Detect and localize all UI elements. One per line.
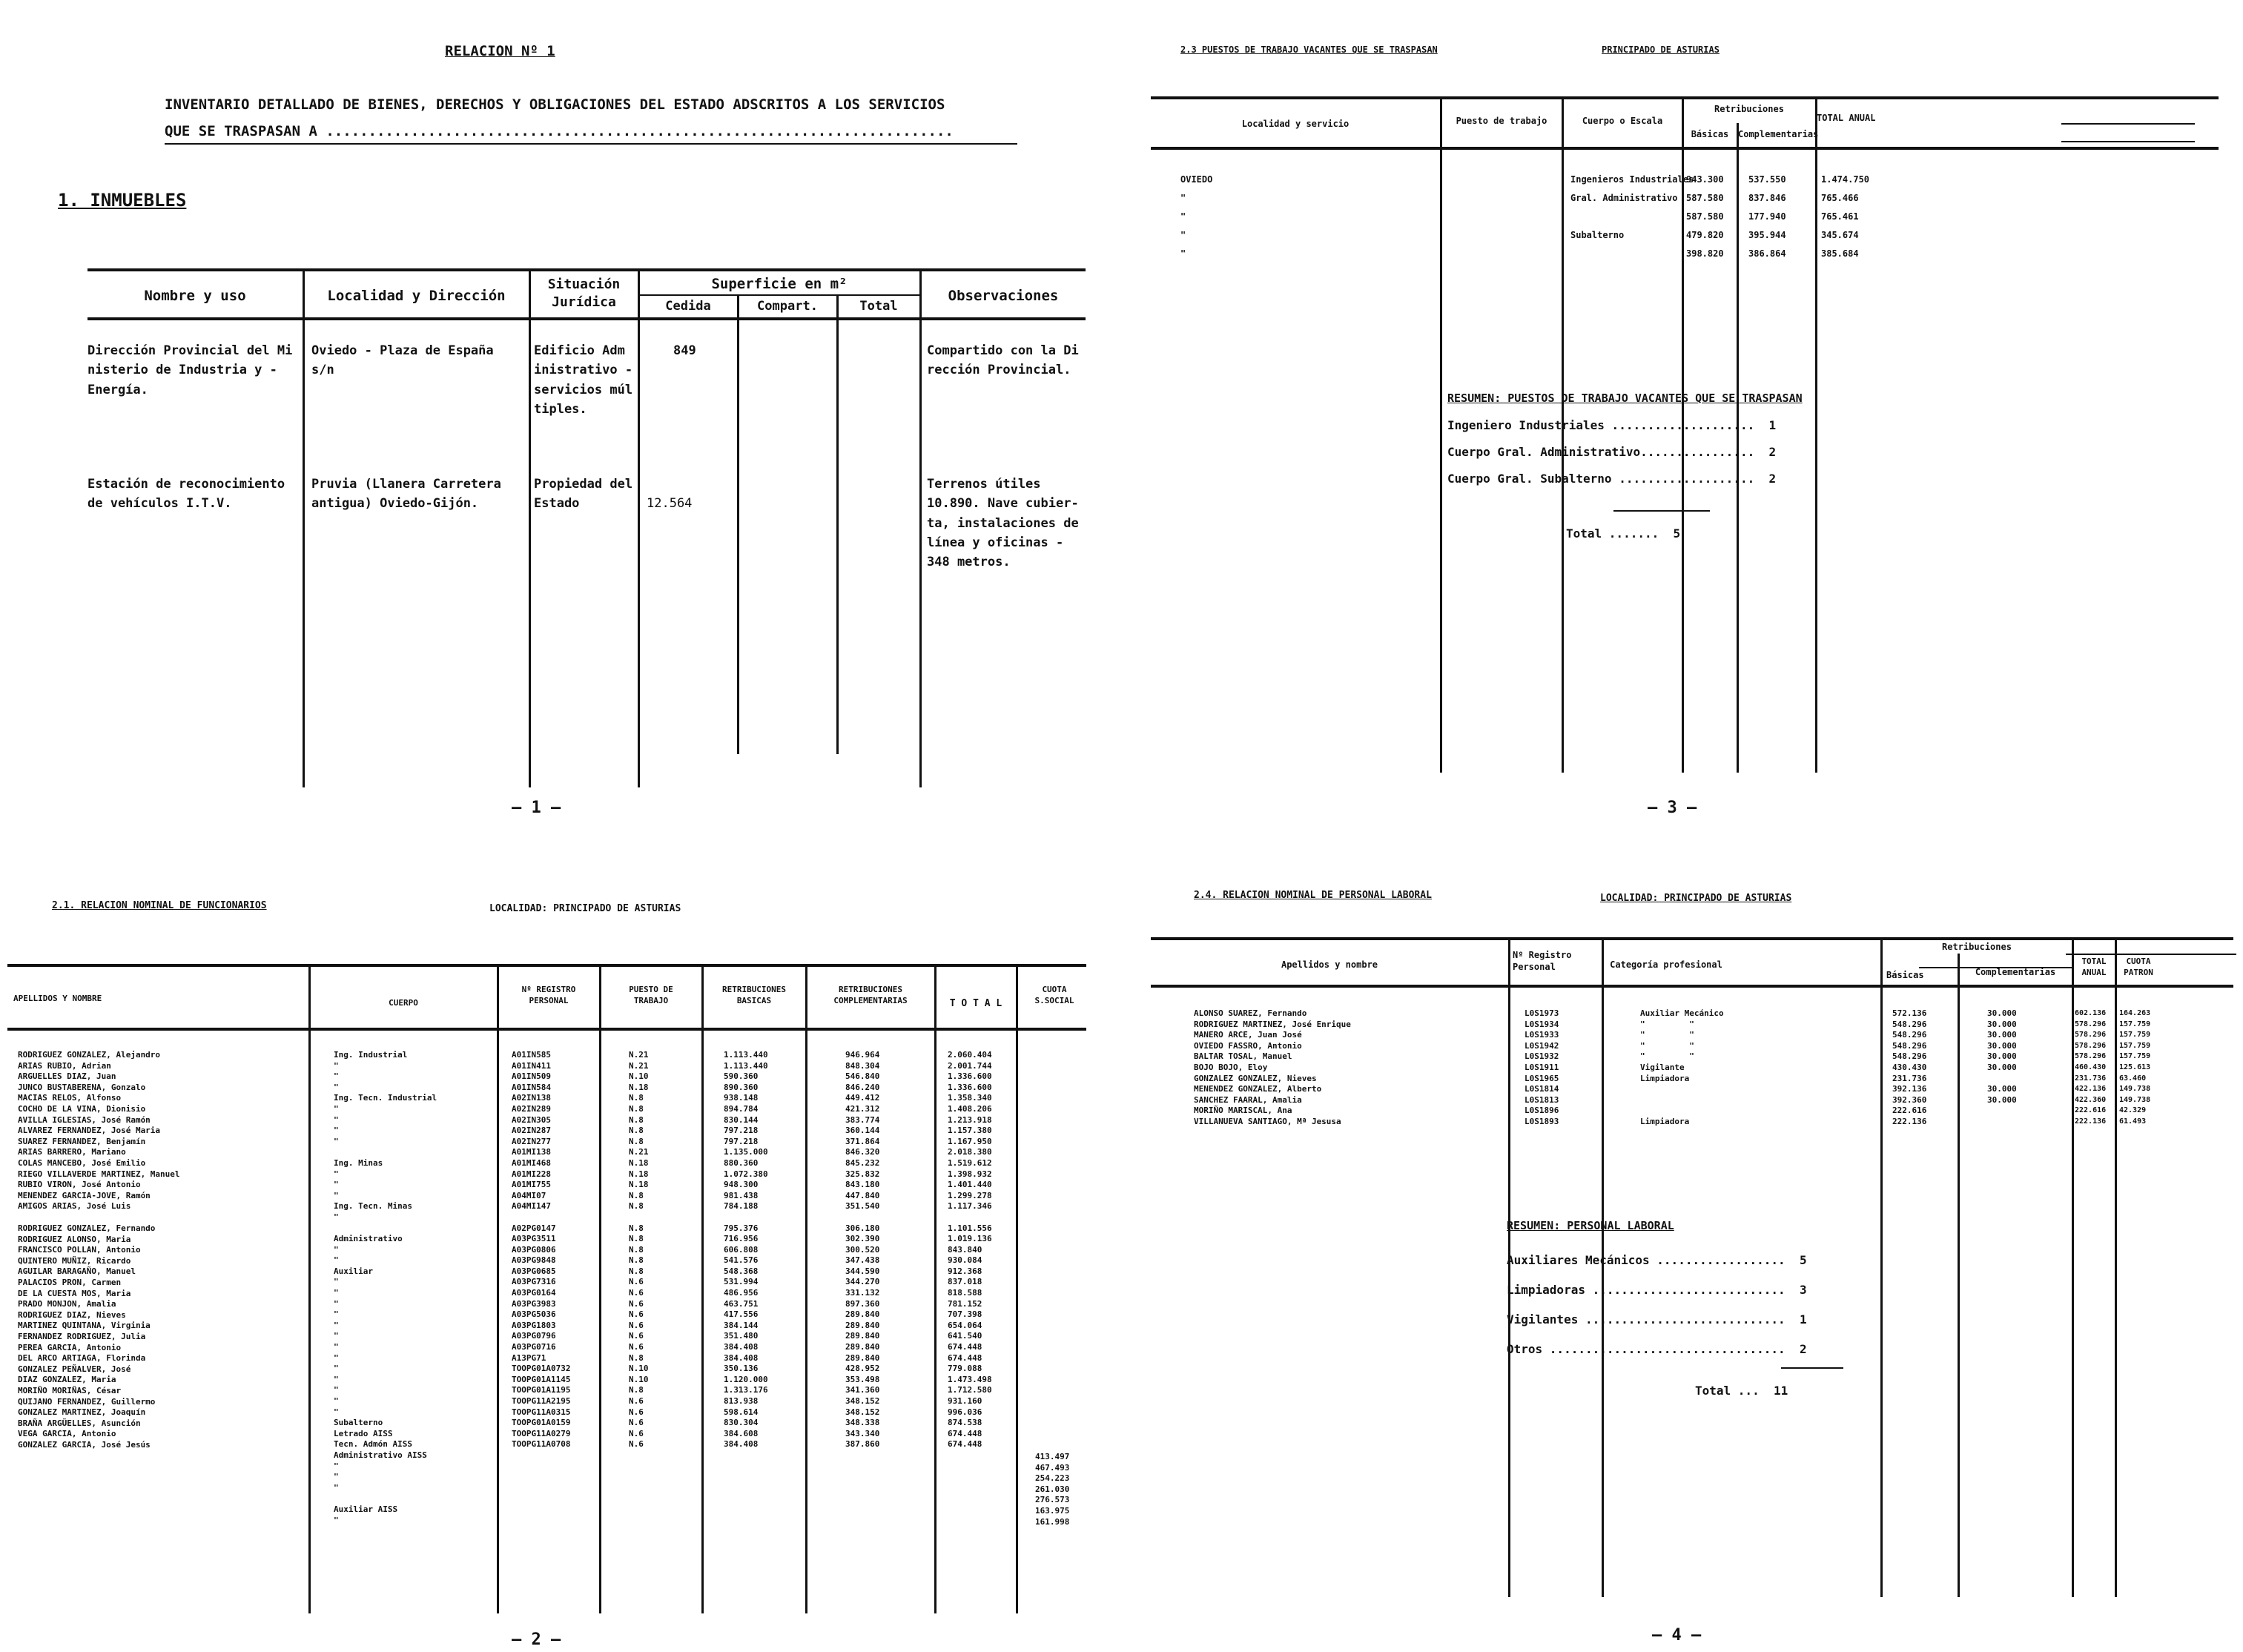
p4-header-complementarias: Complementarias: [1975, 967, 2056, 977]
header-cedida: Cedida: [665, 299, 711, 314]
page1-subtitle-line2: QUE SE TRASPASAN A ..........................................................................: [165, 123, 954, 139]
page-1: [0, 0, 1121, 826]
row2-nombre: Estación de reconocimiento de vehículos I.T.V.: [87, 477, 285, 512]
header-situacion: Situación Jurídica: [547, 277, 621, 311]
p4-registro-col: L0S1973 L0S1934 L0S1933 L0S1942 L0S1932 L0S1911 L0S1965 L0S1814 L0S1813 L0S1896 L0S1893: [1524, 1008, 1559, 1126]
p4-basicas-col: 572.136 548.296 548.296 548.296 548.296 430.430 231.736 392.136 392.360 222.616 222.136: [1892, 1008, 1927, 1126]
p4-resumen-lines: Auxiliares Mecánicos .................. 5 Limpiadoras ........................... 3 Vigilantes ............................ 1 Otros ................................. 2: [1507, 1253, 1807, 1356]
p2-header-apellidos: APELLIDOS Y NOMBRE: [13, 994, 102, 1003]
header-total: Total: [859, 299, 898, 314]
p4-apellidos-col: ALONSO SUAREZ, Fernando RODRIGUEZ MARTINEZ, José Enrique MANERO ARCE, Juan José OVIEDO FASSRO, Antonio BALTAR TOSAL, Manuel BOJO BOJO, Eloy GONZALEZ GONZALEZ, Nieves MENENDEZ GONZALEZ, Alberto SANCHEZ FAARAL, Amalia MORIÑO MARISCAL, Ana VILLANUEVA SANTIAGO, Mª Jesusa: [1194, 1008, 1351, 1126]
header-localidad: Localidad y Dirección: [327, 288, 506, 304]
header-superficie: Superficie en m²: [711, 276, 848, 292]
page4-region: LOCALIDAD: PRINCIPADO DE ASTURIAS: [1600, 893, 1792, 904]
page4-number: — 4 —: [1652, 1626, 1702, 1645]
p2-header-puesto: PUESTO DE TRABAJO: [629, 985, 673, 1005]
p2-cuota-block: 413.497 467.493 254.223 261.030 276.573 163.975 161.998: [1035, 1452, 1070, 1527]
p3-complementarias-col: 537.550 837.846 177.940 395.944 386.864: [1748, 174, 1786, 259]
page-2: [0, 826, 1121, 1652]
p4-header-apellidos: Apellidos y nombre: [1281, 959, 1378, 970]
p4-categoria-col: Auxiliar Mecánico " " " " " " " " Vigilante Limpiadora Limpiadora: [1640, 1008, 1724, 1126]
p3-total-col: 1.474.750 765.466 765.461 345.674 385.684: [1821, 174, 1870, 259]
page2-number: — 2 —: [512, 1630, 561, 1649]
p3-header-retribuciones: Retribuciones: [1714, 104, 1784, 114]
page3-number: — 3 —: [1648, 799, 1697, 817]
p3-header-puesto: Puesto de trabajo: [1456, 116, 1547, 126]
section-heading: 1. INMUEBLES: [58, 190, 187, 211]
p2-header-registro: Nº REGISTRO PERSONAL: [521, 985, 576, 1005]
p3-basicas-col: 943.300 587.580 587.580 479.820 398.820: [1686, 174, 1724, 259]
p2-basicas-block: 1.113.440 1.113.440 590.360 890.360 938.148 894.784 830.144 797.218 797.218 1.135.000 880.360 1.072.380 948.300 981.438 784.188 795.376 716.956 606.808 541.576 548.368 531.994 486.956 463.751 417.556 384.144 351.480 384.408 384.408 350.136 1.120.000 1.313.176 813.938 598.614 830.304 384.608 384.408: [724, 1050, 768, 1450]
p4-resumen-title: RESUMEN: PERSONAL LABORAL: [1507, 1219, 1674, 1232]
header-observaciones: Observaciones: [948, 288, 1059, 304]
p4-resumen-total: Total ... 11: [1695, 1384, 1788, 1398]
p2-apellidos-block1: RODRIGUEZ GONZALEZ, Alejandro ARIAS RUBIO, Adrian ARGUELLES DIAZ, Juan JUNCO BUSTABERENA, Gonzalo MACIAS RELOS, Alfonso COCHO DE LA VINA, Dionisio AVILLA IGLESIAS, José Ramón ALVAREZ FERNANDEZ, José Maria SUAREZ FERNANDEZ, Benjamín ARIAS BARRERO, Mariano COLAS MANCEBO, José Emilio RIEGO VILLAVERDE MARTINEZ, Manuel RUBIO VIRON, José Antonio MENENDEZ GARCIA-JOVE, Ramón AMIGOS ARIAS, José Luis: [18, 1050, 180, 1212]
p4-header-retribuciones: Retribuciones: [1942, 942, 2012, 952]
p3-localidad-col: OVIEDO " " " ": [1180, 174, 1213, 259]
p4-header-total: TOTAL ANUAL: [2081, 956, 2107, 977]
p3-resumen-lines: Ingeniero Industriales .................... 1 Cuerpo Gral. Administrativo................ 2 Cuerpo Gral. Subalterno ................... 2: [1447, 418, 1777, 486]
p4-header-cuota: CUOTA PATRON: [2124, 956, 2153, 977]
p2-registro-block: A01IN585 A01IN411 A01IN509 A01IN584 A02IN138 A02IN289 A02IN305 A02IN287 A02IN277 A01MI138 A01MI468 A01MI228 A01MI755 A04MI07 A04MI147 A02PG0147 A03PG3511 A03PG0806 A03PG9848 A03PG0685 A03PG7316 A03PG0164 A03PG3983 A03PG5036 A03PG1803 A03PG0796 A03PG0716 A13PG71 TOOPG01A0732 TOOPG01A1145 TOOPG01A1195 TOOPG11A2195 TOOPG11A0315 TOOPG01A0159 TOOPG11A0279 TOOPG11A0708: [512, 1050, 571, 1450]
page-4: [1121, 826, 2243, 1652]
row1-situacion: Edificio Adm inistrativo - servicios múl tiples.: [534, 343, 633, 417]
p2-complementarias-block: 946.964 848.304 546.840 846.240 449.412 421.312 383.774 360.144 371.864 846.320 845.232 325.832 843.180 447.840 351.540 306.180 302.390 300.520 347.438 344.590 344.270 331.132 897.360 289.840 289.840 289.840 289.840 289.840 428.952 353.498 341.360 348.152 348.152 348.338 343.340 387.860: [845, 1050, 880, 1450]
p4-complementarias-col: 30.000 30.000 30.000 30.000 30.000 30.000 30.000 30.000: [1987, 1008, 2017, 1105]
p2-header-total: T O T A L: [949, 998, 1002, 1009]
page4-title: 2.4. RELACION NOMINAL DE PERSONAL LABORAL: [1194, 890, 1432, 901]
p2-puesto-block: N.21 N.21 N.10 N.18 N.8 N.8 N.8 N.8 N.8 N.21 N.18 N.18 N.18 N.8 N.8 N.8 N.8 N.8 N.8 N.8 N.6 N.6 N.6 N.6 N.6 N.6 N.6 N.8 N.10 N.10 N.8 N.6 N.6 N.6 N.6 N.6: [629, 1050, 649, 1450]
p2-apellidos-block2: RODRIGUEZ GONZALEZ, Fernando RODRIGUEZ ALONSO, Maria FRANCISCO POLLAN, Antonio QUINTERO MUÑIZ, Ricardo AGUILAR BARAGAÑO, Manuel PALACIOS PRON, Carmen DE LA CUESTA MOS, Maria PRADO MONJON, Amalia RODRIGUEZ DIAZ, Nieves MARTINEZ QUINTANA, Virginia FERNANDEZ RODRIGUEZ, Julia PEREA GARCIA, Antonio DEL ARCO ARTIAGA, Florinda GONZALEZ PEÑALVER, José DIAZ GONZALEZ, Maria MORIÑO MORIÑAS, César QUIJANO FERNANDEZ, Guillermo GONZALEZ MARTINEZ, Joaquín BRAÑA ARGÜELLES, Asunción VEGA GARCIA, Antonio GONZALEZ GARCIA, José Jesús: [18, 1223, 156, 1450]
header-nombre: Nombre y uso: [144, 288, 246, 304]
page3-title: 2.3 PUESTOS DE TRABAJO VACANTES QUE SE TRASPASAN: [1180, 44, 1438, 55]
p3-header-localidad: Localidad y servicio: [1241, 119, 1350, 129]
row1-cedida: 849: [673, 343, 696, 358]
page1-title: RELACION Nº 1: [445, 43, 555, 59]
page-3: [1121, 0, 2243, 826]
p2-header-complementarias: RETRIBUCIONES COMPLEMENTARIAS: [833, 985, 908, 1005]
p2-total-block: 2.060.404 2.001.744 1.336.600 1.336.600 1.358.340 1.408.206 1.213.918 1.157.380 1.167.950 2.018.380 1.519.612 1.398.932 1.401.440 1.299.278 1.117.346 1.101.556 1.019.136 843.840 930.084 912.368 837.018 818.588 781.152 707.398 654.064 641.540 674.448 674.448 779.088 1.473.498 1.712.580 931.160 996.036 874.538 674.448 674.448: [948, 1050, 992, 1450]
page1-subtitle-line1: INVENTARIO DETALLADO DE BIENES, DERECHOS Y OBLIGACIONES DEL ESTADO ADSCRITOS A LOS SERVICIOS: [165, 96, 945, 113]
p3-resumen-total: Total ....... 5: [1566, 526, 1681, 541]
p3-resumen-title: RESUMEN: PUESTOS DE TRABAJO VACANTES QUE SE TRASPASAN: [1447, 391, 1803, 405]
row2-observaciones: Terrenos útiles 10.890. Nave cubier- ta, instalaciones de línea y oficinas - 348 metros.: [927, 477, 1079, 570]
p2-header-cuota: CUOTA S.SOCIAL: [1034, 985, 1074, 1005]
p4-header-registro: Nº Registro Personal: [1513, 950, 1572, 973]
row1-nombre: Dirección Provincial del Mi nisterio de Industria y - Energía.: [87, 343, 293, 397]
row1-localidad: Oviedo - Plaza de España s/n: [311, 343, 494, 378]
p4-header-basicas: Básicas: [1886, 970, 1924, 980]
row1-observaciones: Compartido con la Di rección Provincial.: [927, 343, 1079, 378]
row2-situacion: Propiedad del Estado: [534, 477, 633, 512]
page3-region: PRINCIPADO DE ASTURIAS: [1602, 44, 1720, 55]
p3-header-total: TOTAL ANUAL: [1817, 113, 1876, 123]
p2-header-basicas: RETRIBUCIONES BASICAS: [721, 985, 787, 1005]
p2-header-cuerpo: CUERPO: [389, 998, 418, 1008]
p4-cuota-col: 164.263 157.759 157.759 157.759 157.759 125.613 63.460 149.738 149.738 42.329 61.493: [2119, 1009, 2151, 1126]
header-compart: Compart.: [757, 299, 818, 314]
p3-header-cuerpo: Cuerpo o Escala: [1582, 116, 1663, 126]
p3-header-basicas: Básicas: [1691, 129, 1729, 139]
p4-header-categoria: Categoría profesional: [1610, 959, 1722, 970]
page2-title: 2.1. RELACION NOMINAL DE FUNCIONARIOS: [52, 900, 267, 911]
row2-localidad: Pruvia (Llanera Carretera antigua) Oviedo-Gijón.: [311, 477, 501, 512]
p3-header-complementarias: Complementarias: [1738, 129, 1819, 139]
p2-cuerpo-block: Ing. Industrial " " " Ing. Tecn. Industrial " " " " Ing. Minas " " " Ing. Tecn. Minas " Administrativo " " Auxiliar " " " " " " " " " " " " " Subalterno Letrado AISS Tecn. Admón AISS Administrativo AISS " " " Auxiliar AISS ": [334, 1050, 437, 1525]
row2-cedida: 12.564: [647, 496, 693, 511]
page2-region: LOCALIDAD: PRINCIPADO DE ASTURIAS: [489, 903, 681, 914]
page1-number: — 1 —: [512, 799, 561, 817]
p4-total-col: 602.136 578.296 578.296 578.296 578.296 460.430 231.736 422.136 422.360 222.616 222.136: [2075, 1009, 2107, 1126]
p3-cuerpo-col: Ingenieros Industriales Gral. Administrativo Subalterno: [1570, 174, 1694, 240]
